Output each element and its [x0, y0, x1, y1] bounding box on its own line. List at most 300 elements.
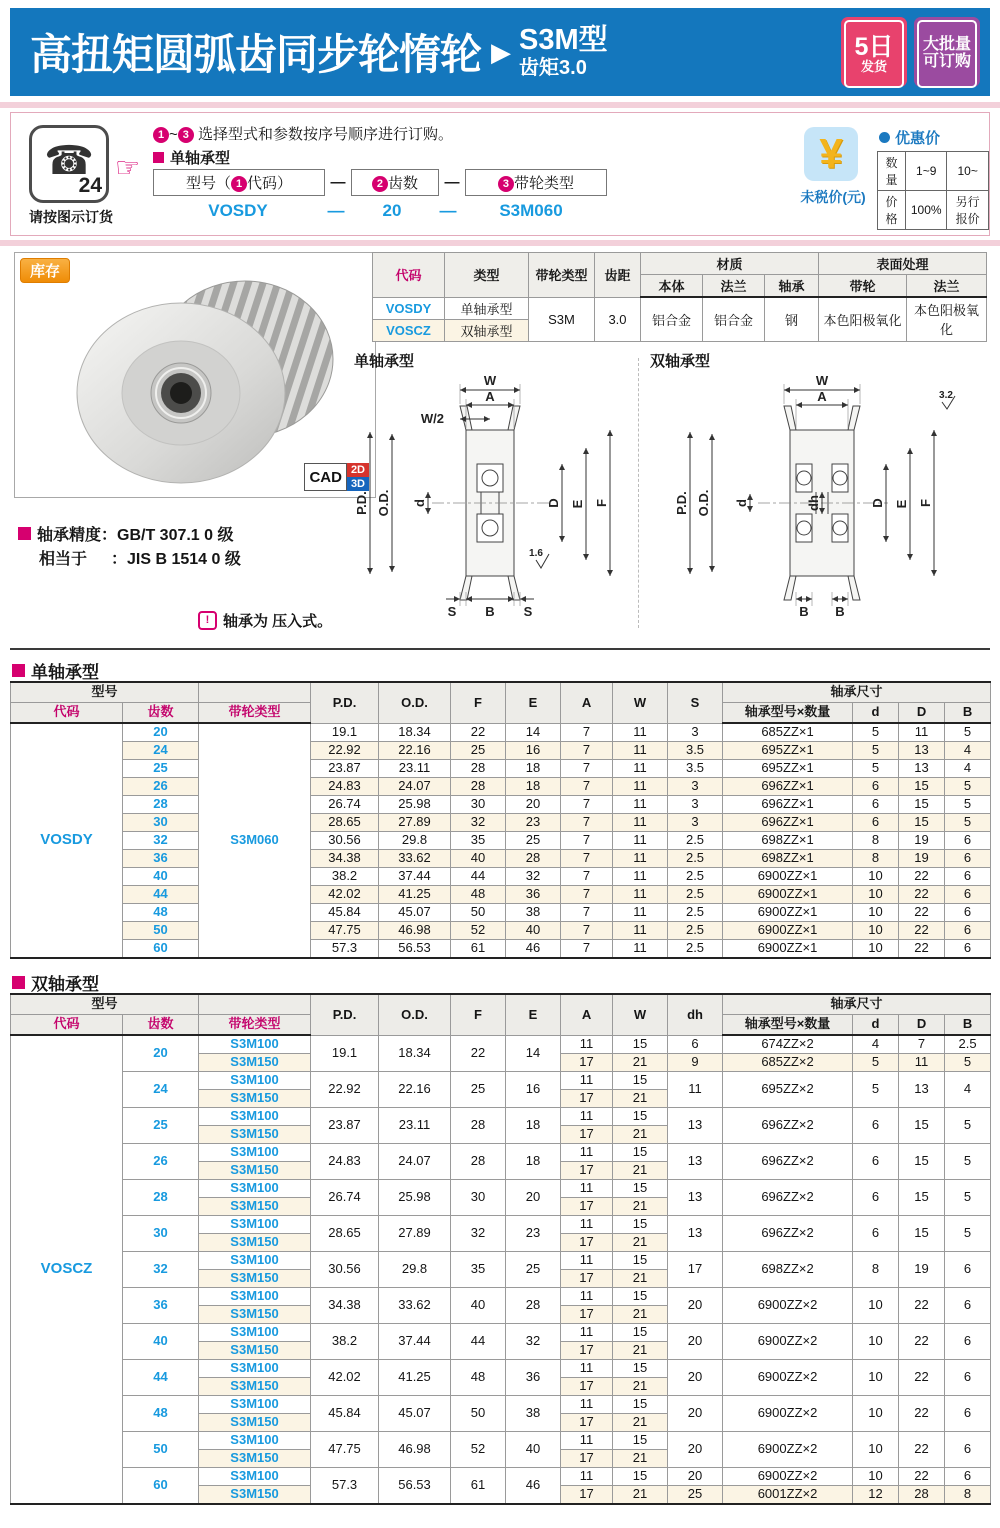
value-cell: 11 — [561, 1396, 613, 1414]
header-w: W — [613, 994, 668, 1035]
circled-1-icon: 1 — [153, 127, 169, 143]
teeth-cell: 24 — [123, 742, 199, 760]
precision-line2-value: ：JIS B 1514 0 级 — [111, 551, 241, 568]
model-block — [519, 25, 608, 79]
table-row — [11, 1396, 991, 1414]
header-e: E — [506, 994, 561, 1035]
dim-label-b2: B — [835, 604, 845, 619]
value-cell: 25 — [451, 742, 506, 760]
surface-finish-mark: 3.2 — [939, 390, 953, 401]
value-cell: 25 — [668, 1486, 723, 1505]
table-row — [11, 723, 991, 742]
value-cell: 56.53 — [379, 1468, 451, 1505]
value-cell: 696ZZ×1 — [723, 796, 853, 814]
overview-table — [372, 252, 987, 342]
value-cell: 20 — [668, 1324, 723, 1360]
code-cell: VOSCZ — [11, 1035, 123, 1504]
arrow-icon: ▶ — [491, 36, 512, 67]
value-cell: 25.98 — [379, 1180, 451, 1216]
header-spacer — [199, 682, 311, 703]
double-bearing-table — [10, 993, 991, 1505]
header-ptype: 带轮类型 — [199, 1015, 311, 1036]
value-cell: 20 — [668, 1396, 723, 1432]
surface-flange-cell: 本色阳极氧化 — [907, 297, 987, 341]
ptype-cell: S3M150 — [199, 1414, 311, 1432]
dim-label-f: F — [594, 499, 609, 507]
discount-title-text: 优惠价 — [895, 130, 941, 147]
value-cell: 6900ZZ×1 — [723, 886, 853, 904]
value-cell: 6 — [945, 832, 991, 850]
page-title: 高扭矩圆弧齿同步轮惰轮 — [30, 31, 482, 78]
value-cell: 22 — [899, 1396, 945, 1432]
value-cell: 15 — [613, 1288, 668, 1306]
ptype-cell: S3M150 — [199, 1162, 311, 1180]
header-od: O.D. — [379, 682, 451, 723]
value-cell: 17 — [561, 1378, 613, 1396]
value-cell: 11 — [613, 814, 668, 832]
header-B: B — [945, 1015, 991, 1036]
value-cell: 10 — [853, 1360, 899, 1396]
header-bearing-model: 轴承型号×数量 — [723, 703, 853, 724]
pitch-cell: 3.0 — [595, 297, 641, 341]
value-cell: 3 — [668, 796, 723, 814]
order-steps-line — [153, 123, 453, 144]
value-cell: 11 — [561, 1432, 613, 1450]
telephone-glyph: ☎ — [44, 139, 94, 183]
teeth-cell: 28 — [123, 796, 199, 814]
value-cell: 11 — [613, 904, 668, 922]
value-cell: 11 — [561, 1216, 613, 1234]
value-cell: 44 — [451, 868, 506, 886]
dim-label-a: A — [485, 389, 495, 404]
value-cell: 6 — [945, 1324, 991, 1360]
value-cell: 56.53 — [379, 940, 451, 959]
header-banner — [10, 8, 990, 96]
value-cell: 23.87 — [311, 760, 379, 778]
value-cell: 28.65 — [311, 814, 379, 832]
code-cell: VOSDY — [373, 297, 445, 319]
value-cell: 11 — [613, 778, 668, 796]
value-cell: 18.34 — [379, 723, 451, 742]
value-cell: 41.25 — [379, 886, 451, 904]
value-cell: 12 — [853, 1486, 899, 1505]
value-cell: 15 — [613, 1180, 668, 1198]
value-cell: 10 — [853, 1432, 899, 1468]
value-cell: 22 — [899, 1288, 945, 1324]
value-cell: 17 — [561, 1198, 613, 1216]
value-cell: 22.92 — [311, 742, 379, 760]
value-cell: 11 — [613, 868, 668, 886]
value-cell: 7 — [561, 886, 613, 904]
header-d: d — [853, 1015, 899, 1036]
value-cell: 18 — [506, 1144, 561, 1180]
dim-label-a: A — [817, 389, 827, 404]
value-cell: 17 — [668, 1252, 723, 1288]
value-cell: 22 — [899, 886, 945, 904]
header-pd: P.D. — [311, 994, 379, 1035]
value-cell: 61 — [451, 940, 506, 959]
value-cell: 21 — [613, 1090, 668, 1108]
value-cell: 21 — [613, 1378, 668, 1396]
value-cell: 47.75 — [311, 1432, 379, 1468]
example-code: VOSDY — [208, 201, 268, 220]
value-cell: 15 — [613, 1432, 668, 1450]
value-cell: 21 — [613, 1342, 668, 1360]
ptype-cell: S3M100 — [199, 1035, 311, 1054]
value-cell: 18.34 — [379, 1035, 451, 1072]
value-cell: 20 — [668, 1432, 723, 1468]
col-header: 带轮类型 — [529, 253, 595, 298]
value-cell: 5 — [945, 1108, 991, 1144]
note-icon: ! — [198, 611, 217, 630]
table-row — [11, 796, 991, 814]
value-cell: 23.11 — [379, 760, 451, 778]
ptype-cell: S3M150 — [199, 1198, 311, 1216]
value-cell: 2.5 — [668, 850, 723, 868]
value-cell: 61 — [451, 1468, 506, 1505]
table-row — [11, 1216, 991, 1234]
value-cell: 6 — [668, 1035, 723, 1054]
value-cell: 3.5 — [668, 760, 723, 778]
value-cell: 11 — [561, 1468, 613, 1486]
box2-label: 齿数 — [387, 175, 418, 192]
teeth-cell: 60 — [123, 940, 199, 959]
body-material-cell: 铝合金 — [641, 297, 703, 341]
header-model: 型号 — [11, 682, 199, 703]
dim-label-dh: dh — [806, 495, 821, 511]
value-cell: 22 — [899, 1360, 945, 1396]
value-cell: 21 — [613, 1486, 668, 1505]
value-cell: 15 — [899, 796, 945, 814]
value-cell: 42.02 — [311, 886, 379, 904]
format-box-teeth — [351, 169, 439, 196]
value-cell: 6900ZZ×2 — [723, 1288, 853, 1324]
value-cell: 32 — [451, 814, 506, 832]
value-cell: 16 — [506, 742, 561, 760]
teeth-cell: 24 — [123, 1072, 199, 1108]
value-cell: 11 — [561, 1035, 613, 1054]
value-cell: 7 — [561, 814, 613, 832]
teeth-cell: 32 — [123, 832, 199, 850]
value-cell: 15 — [613, 1035, 668, 1054]
table-row — [11, 922, 991, 940]
value-cell: 45.84 — [311, 904, 379, 922]
value-cell: 38 — [506, 904, 561, 922]
value-cell: 30.56 — [311, 1252, 379, 1288]
value-cell: 36 — [506, 886, 561, 904]
value-cell: 25 — [451, 1072, 506, 1108]
header-bearing-size: 轴承尺寸 — [723, 994, 991, 1015]
dash: — — [444, 174, 460, 191]
value-cell: 11 — [613, 850, 668, 868]
value-cell: 26.74 — [311, 796, 379, 814]
header-model: 型号 — [11, 994, 199, 1015]
value-cell: 3 — [668, 814, 723, 832]
header-spacer — [199, 994, 311, 1015]
value-cell: 7 — [561, 940, 613, 959]
value-cell: 18 — [506, 1108, 561, 1144]
value-cell: 6900ZZ×1 — [723, 868, 853, 886]
overview-header-row — [373, 253, 987, 275]
value-cell: 6 — [853, 778, 899, 796]
format-box-model — [153, 169, 325, 196]
price-cell: 另行报价 — [947, 191, 989, 230]
tilde: ~ — [169, 126, 178, 143]
example-type: S3M060 — [499, 201, 563, 220]
value-cell: 5 — [945, 1180, 991, 1216]
value-cell: 7 — [899, 1035, 945, 1054]
value-cell: 28.65 — [311, 1216, 379, 1252]
value-cell: 5 — [945, 1054, 991, 1072]
value-cell: 6 — [945, 940, 991, 959]
diagram-double-bearing — [658, 368, 988, 622]
ptype-cell: S3M100 — [199, 1216, 311, 1234]
value-cell: 696ZZ×2 — [723, 1180, 853, 1216]
value-cell: 57.3 — [311, 1468, 379, 1505]
value-cell: 4 — [945, 1072, 991, 1108]
value-cell: 685ZZ×1 — [723, 723, 853, 742]
cad-3d-label[interactable]: 3D — [347, 477, 369, 491]
value-cell: 5 — [853, 742, 899, 760]
value-cell: 6900ZZ×1 — [723, 922, 853, 940]
order-type-line — [153, 147, 230, 168]
section-title-double — [12, 970, 99, 995]
value-cell: 30 — [451, 1180, 506, 1216]
value-cell: 21 — [613, 1414, 668, 1432]
value-cell: 21 — [613, 1234, 668, 1252]
value-cell: 57.3 — [311, 940, 379, 959]
header-dh: dh — [668, 994, 723, 1035]
table-row — [11, 742, 991, 760]
teeth-cell: 25 — [123, 760, 199, 778]
dim-label-e: E — [894, 499, 909, 509]
value-cell: 28 — [451, 1144, 506, 1180]
value-cell: 3 — [668, 723, 723, 742]
header-f: F — [451, 994, 506, 1035]
value-cell: 21 — [613, 1270, 668, 1288]
col-header: 类型 — [445, 253, 529, 298]
value-cell: 9 — [668, 1054, 723, 1072]
header-teeth: 齿数 — [123, 703, 199, 724]
value-cell: 15 — [899, 1180, 945, 1216]
section-title-text: 双轴承型 — [31, 975, 99, 994]
ship-badge-line2: 发货 — [860, 59, 887, 75]
teeth-cell: 40 — [123, 1324, 199, 1360]
value-cell: 35 — [451, 1252, 506, 1288]
value-cell: 5 — [853, 760, 899, 778]
value-cell: 7 — [561, 904, 613, 922]
value-cell: 40 — [451, 850, 506, 868]
col-header: 齿距 — [595, 253, 641, 298]
value-cell: 698ZZ×1 — [723, 850, 853, 868]
value-cell: 27.89 — [379, 814, 451, 832]
price-table-row — [878, 152, 989, 191]
value-cell: 15 — [613, 1396, 668, 1414]
dim-label-w: W — [483, 373, 497, 388]
value-cell: 41.25 — [379, 1360, 451, 1396]
value-cell: 22.92 — [311, 1072, 379, 1108]
value-cell: 22 — [899, 940, 945, 959]
section-bullet-icon — [12, 976, 25, 989]
value-cell: 11 — [561, 1144, 613, 1162]
value-cell: 11 — [613, 940, 668, 959]
value-cell: 11 — [613, 922, 668, 940]
value-cell: 46 — [506, 940, 561, 959]
price-cell: 10~ — [947, 152, 989, 191]
value-cell: 7 — [561, 868, 613, 886]
value-cell: 11 — [561, 1180, 613, 1198]
value-cell: 6900ZZ×2 — [723, 1396, 853, 1432]
dim-label-pd: P.D. — [354, 491, 369, 515]
value-cell: 20 — [668, 1288, 723, 1324]
value-cell: 10 — [853, 922, 899, 940]
ptype-cell: S3M150 — [199, 1378, 311, 1396]
header-a: A — [561, 994, 613, 1035]
header-D: D — [899, 703, 945, 724]
value-cell: 22 — [451, 1035, 506, 1072]
value-cell: 14 — [506, 1035, 561, 1072]
value-cell: 2.5 — [668, 868, 723, 886]
dim-label-w2: W/2 — [420, 411, 444, 426]
note-text: 轴承为 压入式。 — [223, 613, 333, 630]
value-cell: 21 — [613, 1054, 668, 1072]
value-cell: 38.2 — [311, 1324, 379, 1360]
value-cell: 5 — [945, 723, 991, 742]
value-cell: 695ZZ×1 — [723, 742, 853, 760]
ptype-cell: S3M060 — [199, 723, 311, 958]
header-d: d — [853, 703, 899, 724]
ptype-cell: S3M100 — [199, 1360, 311, 1378]
header-teeth: 齿数 — [123, 1015, 199, 1036]
value-cell: 33.62 — [379, 1288, 451, 1324]
value-cell: 8 — [853, 832, 899, 850]
table-row — [11, 760, 991, 778]
price-table-row — [878, 191, 989, 230]
value-cell: 45.07 — [379, 1396, 451, 1432]
value-cell: 28 — [451, 760, 506, 778]
teeth-cell: 26 — [123, 1144, 199, 1180]
order-type-label: 单轴承型 — [170, 150, 231, 167]
teeth-cell: 50 — [123, 1432, 199, 1468]
value-cell: 2.5 — [668, 832, 723, 850]
value-cell: 22 — [899, 904, 945, 922]
model-pitch: 齿矩3.0 — [519, 56, 587, 79]
value-cell: 11 — [613, 742, 668, 760]
value-cell: 15 — [899, 1108, 945, 1144]
value-cell: 30 — [451, 796, 506, 814]
teeth-cell: 60 — [123, 1468, 199, 1505]
value-cell: 29.8 — [379, 832, 451, 850]
yen-icon — [804, 127, 858, 181]
value-cell: 22 — [899, 868, 945, 886]
value-cell: 10 — [853, 1468, 899, 1486]
ptype-cell: S3M150 — [199, 1342, 311, 1360]
price-table — [877, 151, 989, 230]
value-cell: 6 — [945, 1360, 991, 1396]
col-header: 本体 — [641, 275, 703, 298]
dim-label-D: D — [870, 498, 885, 508]
teeth-cell: 36 — [123, 850, 199, 868]
value-cell: 2.5 — [945, 1035, 991, 1054]
cad-2d-label[interactable]: 2D — [347, 463, 369, 477]
value-cell: 11 — [561, 1360, 613, 1378]
value-cell: 6 — [945, 1432, 991, 1468]
bearing-note — [198, 610, 332, 631]
cad-label[interactable]: CAD — [304, 463, 347, 491]
value-cell: 20 — [506, 796, 561, 814]
value-cell: 6900ZZ×2 — [723, 1324, 853, 1360]
value-cell: 23 — [506, 1216, 561, 1252]
table-row — [11, 994, 991, 1015]
value-cell: 36 — [506, 1360, 561, 1396]
ptype-cell: S3M150 — [199, 1090, 311, 1108]
value-cell: 15 — [613, 1468, 668, 1486]
value-cell: 3.5 — [668, 742, 723, 760]
value-cell: 5 — [945, 814, 991, 832]
value-cell: 7 — [561, 723, 613, 742]
circled-3-icon: 3 — [178, 127, 194, 143]
value-cell: 10 — [853, 1288, 899, 1324]
value-cell: 7 — [561, 832, 613, 850]
value-cell: 19.1 — [311, 1035, 379, 1072]
value-cell: 19 — [899, 832, 945, 850]
stock-badge: 库存 — [20, 258, 70, 283]
section-title-single — [12, 658, 99, 683]
value-cell: 20 — [506, 1180, 561, 1216]
value-cell: 15 — [613, 1108, 668, 1126]
value-cell: 10 — [853, 940, 899, 959]
price-cell: 100% — [906, 191, 947, 230]
value-cell: 15 — [613, 1216, 668, 1234]
col-header: 表面处理 — [819, 253, 987, 275]
header-e: E — [506, 682, 561, 723]
teeth-cell: 44 — [123, 886, 199, 904]
table-row — [11, 1035, 991, 1054]
value-cell: 17 — [561, 1342, 613, 1360]
price-cell: 数量 — [878, 152, 906, 191]
value-cell: 15 — [613, 1144, 668, 1162]
section-title-text: 单轴承型 — [31, 663, 99, 682]
value-cell: 2.5 — [668, 904, 723, 922]
box3-label: 带轮类型 — [513, 175, 574, 192]
value-cell: 29.8 — [379, 1252, 451, 1288]
value-cell: 18 — [506, 778, 561, 796]
value-cell: 15 — [899, 1144, 945, 1180]
ptype-cell: S3M100 — [199, 1468, 311, 1486]
surface-finish-mark: 1.6 — [529, 548, 543, 559]
value-cell: 696ZZ×1 — [723, 814, 853, 832]
value-cell: 8 — [853, 1252, 899, 1288]
table-row — [11, 886, 991, 904]
value-cell: 11 — [561, 1072, 613, 1090]
code-cell: VOSDY — [11, 723, 123, 958]
value-cell: 15 — [613, 1360, 668, 1378]
value-cell: 14 — [506, 723, 561, 742]
value-cell: 11 — [561, 1108, 613, 1126]
teeth-cell: 44 — [123, 1360, 199, 1396]
value-cell: 6 — [853, 796, 899, 814]
dim-label-b: B — [485, 604, 495, 619]
phone-icon — [29, 125, 109, 203]
ship-badge — [841, 17, 907, 87]
ptype-cell: S3M100 — [199, 1432, 311, 1450]
phone-caption: 请按图示订货 — [29, 209, 113, 225]
teeth-cell: 20 — [123, 723, 199, 742]
value-cell: 8 — [945, 1486, 991, 1505]
value-cell: 17 — [561, 1054, 613, 1072]
value-cell: 34.38 — [311, 1288, 379, 1324]
ptype-cell: S3M150 — [199, 1306, 311, 1324]
